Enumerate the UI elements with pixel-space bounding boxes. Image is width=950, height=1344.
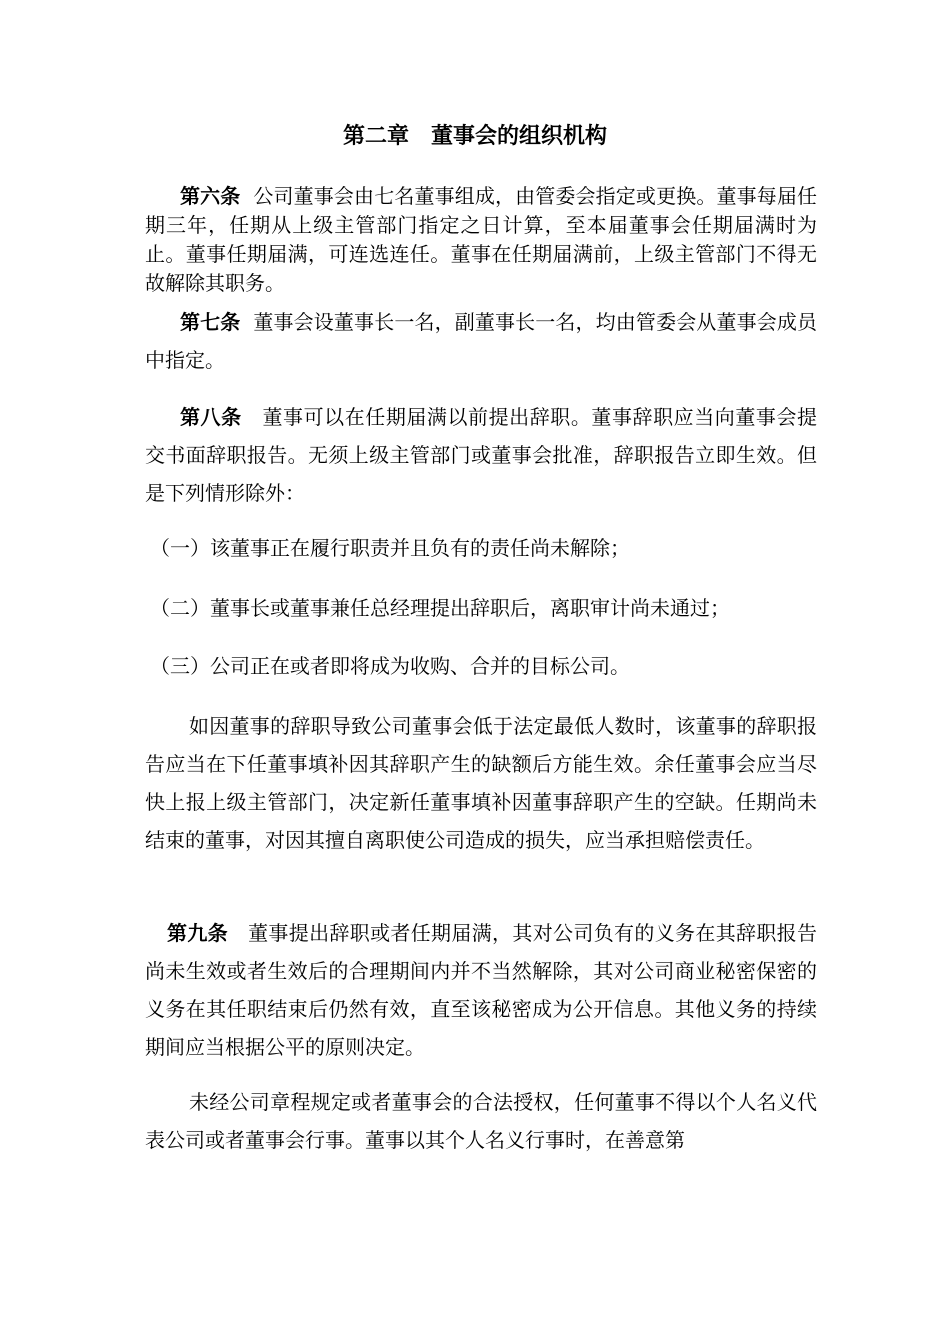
- article-7-text: 董事会设董事长一名，副董事长一名，均由管委会从董事会成员中指定。: [145, 310, 818, 372]
- article-6: [145, 182, 817, 298]
- article-6-label: 第六条: [180, 184, 241, 208]
- chapter-title: 第二章 董事会的组织机构: [342, 124, 607, 149]
- article-8-item-1: （一）该董事正在履行职责并且负有的责任尚未解除；: [150, 536, 630, 560]
- article-9-label: 第九条: [167, 921, 228, 945]
- article-8: [145, 398, 817, 512]
- article-9: [145, 914, 817, 1066]
- article-8-item-3: （三）公司正在或者即将成为收购、合并的目标公司。: [150, 654, 630, 678]
- article-9-text: 董事提出辞职或者任期届满，其对公司负有的义务在其辞职报告尚未生效或者生效后的合理期间内并不当然解除，其对公司商业秘密保密的义务在其任职结束后仍然有效，直至该秘密成为公开信息。其他义务的持续期间应当根据公平的原则决定。: [145, 921, 818, 1059]
- article-8-text: 董事可以在任期届满以前提出辞职。董事辞职应当向董事会提交书面辞职报告。无须上级主管部门或董事会批准，辞职报告立即生效。但是下列情形除外：: [145, 405, 818, 505]
- article-9-followup: 未经公司章程规定或者董事会的合法授权，任何董事不得以个人名义代表公司或者董事会行事。董事以其个人名义行事时，在善意第: [145, 1090, 817, 1152]
- article-6-text: 公司董事会由七名董事组成，由管委会指定或更换。董事每届任期三年，任期从上级主管部门指定之日计算，至本届董事会任期届满时为止。董事任期届满，可连选连任。董事在任期届满前，上级主管部门不得无故解除其职务。: [145, 184, 818, 295]
- article-7: [145, 303, 817, 379]
- article-8-item-2: （二）董事长或董事兼任总经理提出辞职后，离职审计尚未通过；: [150, 596, 730, 620]
- article-8-followup: 如因董事的辞职导致公司董事会低于法定最低人数时，该董事的辞职报告应当在下任董事填补因其辞职产生的缺额后方能生效。余任董事会应当尽快上报上级主管部门，决定新任董事填补因董事辞职产生的空缺。任期尚未结束的董事，对因其擅自离职使公司造成的损失，应当承担赔偿责任。: [145, 714, 817, 852]
- article-7-label: 第七条: [180, 310, 241, 334]
- article-8-label: 第八条: [180, 405, 242, 429]
